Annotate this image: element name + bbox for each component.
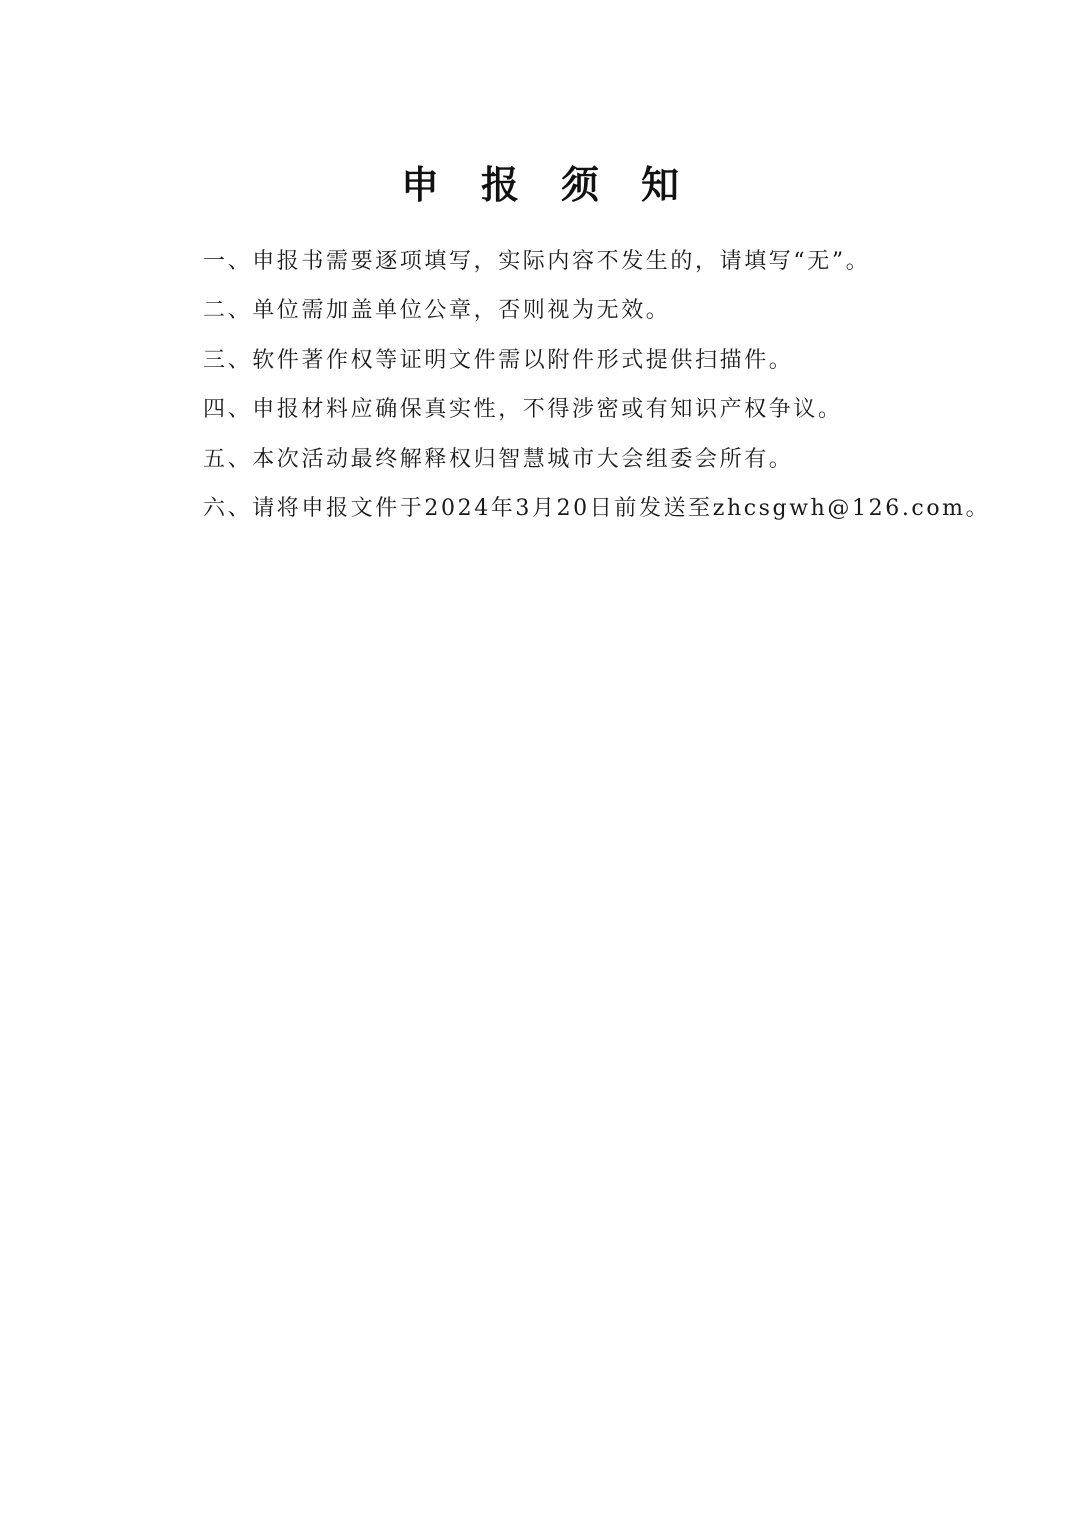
notice-item-6: 六、请将申报文件于2024年3月20日前发送至zhcsgwh@126.com。 xyxy=(203,495,991,521)
notice-list xyxy=(203,240,1003,536)
notice-item-1: 一、申报书需要逐项填写，实际内容不发生的，请填写“无”。 xyxy=(203,249,871,274)
notice-item-5: 五、本次活动最终解释权归智慧城市大会组委会所有。 xyxy=(203,446,794,472)
notice-item-4: 四、申报材料应确保真实性，不得涉密或有知识产权争议。 xyxy=(203,397,843,423)
page-title: 申报须知 xyxy=(400,163,721,208)
notice-item-3: 三、软件著作权等证明文件需以附件形式提供扫描件。 xyxy=(203,347,794,373)
notice-item-2: 二、单位需加盖单位公章，否则视为无效。 xyxy=(203,298,671,324)
